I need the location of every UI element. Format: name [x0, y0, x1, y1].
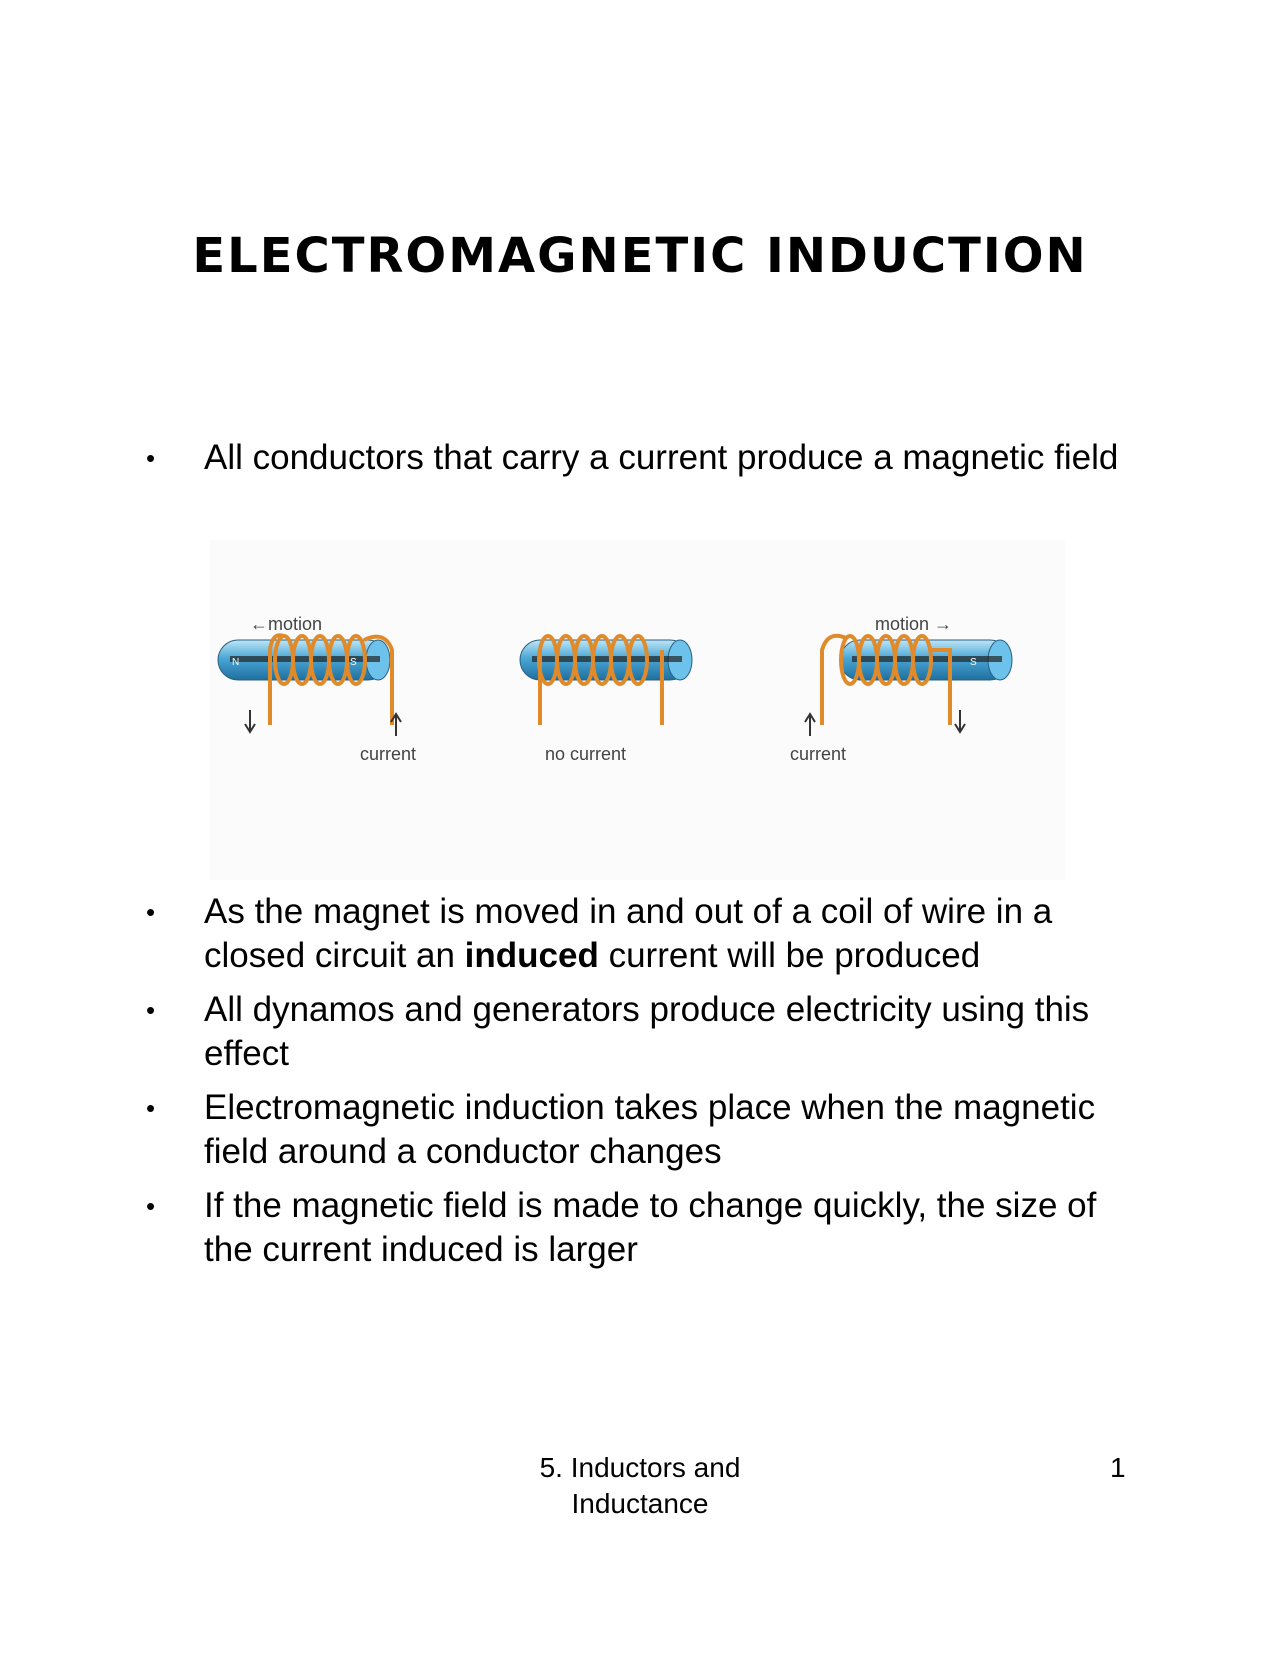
- pole-n-label: N: [232, 657, 240, 668]
- motion-label: ←motion: [250, 614, 323, 634]
- bullet-text: Electromagnetic induction takes place when the magnetic field around a conductor changes: [204, 1088, 1096, 1171]
- induction-diagram: [210, 540, 1065, 880]
- panel-right: [790, 614, 1012, 764]
- arrow-down-icon: [955, 710, 965, 732]
- bold-term: induced: [464, 936, 599, 975]
- bullet-glyph: •: [146, 1093, 156, 1123]
- footer-section-title: 5. Inductors and Inductance: [539, 1452, 741, 1519]
- bullet-text: If the magnetic field is made to change quickly, the size of the current induced is larger: [204, 1186, 1097, 1269]
- arrow-up-icon: [805, 714, 815, 736]
- current-label: current: [790, 744, 847, 764]
- current-label: current: [360, 744, 417, 764]
- no-current-label: no current: [545, 744, 627, 764]
- bullet-glyph: •: [146, 443, 156, 473]
- bullet-glyph: •: [146, 1191, 156, 1221]
- pole-s-label: S: [350, 657, 357, 668]
- pole-s-label: S: [970, 657, 977, 668]
- bullet-glyph: •: [146, 995, 156, 1025]
- arrow-down-icon: [245, 710, 255, 732]
- induction-figure: [210, 540, 1065, 880]
- page-number: 1: [1110, 1452, 1126, 1483]
- motion-label: motion →: [875, 614, 953, 634]
- bullet-glyph: •: [146, 897, 156, 927]
- panel-left: [218, 614, 416, 764]
- bullet-text: As the magnet is moved in and out of a coil of wire in a closed circuit an induced current will be produced: [204, 892, 1053, 975]
- page-title: ELECTROMAGNETIC INDUCTION: [192, 228, 1088, 284]
- panel-center: [520, 636, 692, 764]
- bullet-text: All dynamos and generators produce electricity using this effect: [204, 990, 1090, 1073]
- bullet-text: All conductors that carry a current produce a magnetic field: [204, 438, 1119, 477]
